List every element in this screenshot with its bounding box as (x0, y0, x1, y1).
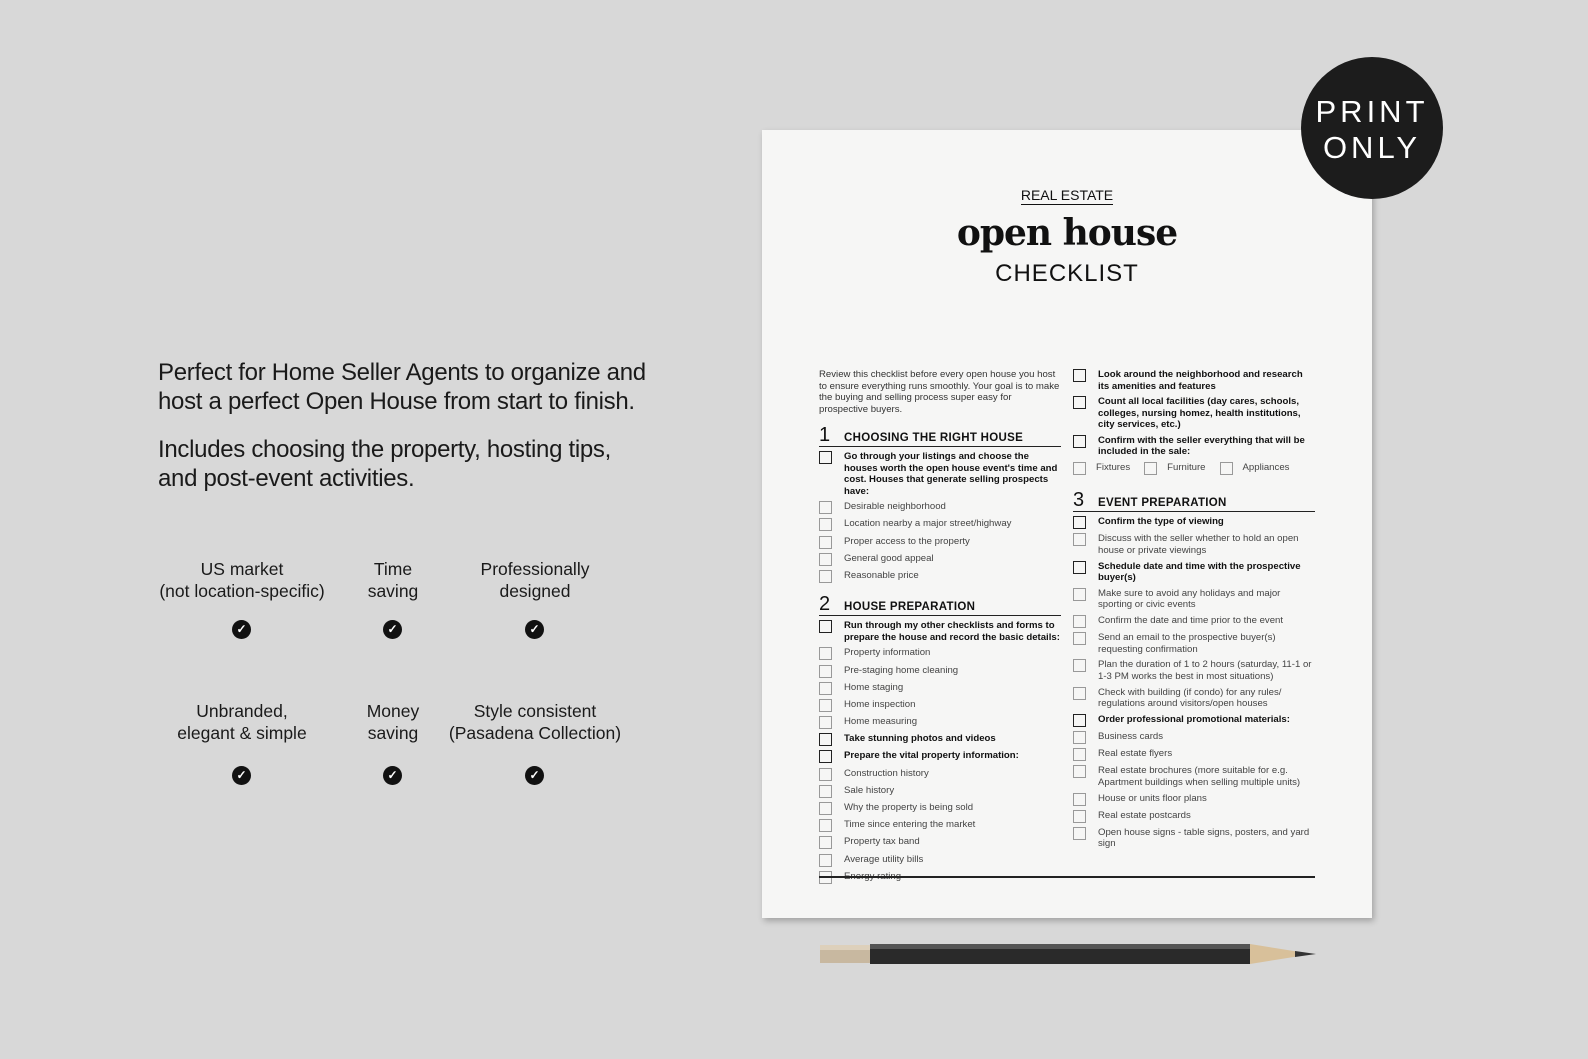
checklist-item[interactable] (1073, 748, 1315, 761)
checklist-item-label: Why the property is being sold (844, 802, 974, 813)
section-title: CHOOSING THE RIGHT HOUSE (844, 431, 1024, 444)
checkbox[interactable] (1073, 533, 1086, 546)
print-only-badge (1301, 57, 1443, 199)
checklist-page (762, 130, 1372, 918)
checklist-item[interactable] (1073, 588, 1315, 611)
checkbox[interactable] (1073, 748, 1086, 761)
checkbox[interactable] (819, 570, 832, 583)
checklist-item-label: Check with building (if condo) for any rules/ regulations around visitors/open houses (1098, 686, 1282, 710)
checklist-item[interactable] (819, 682, 1061, 695)
checklist-item-label: Sale history (844, 784, 895, 796)
checklist-item-label: Count all local facilities (day cares, schools, colleges, nursing homez, health institutions, city services, etc.) (1098, 396, 1301, 431)
checkbox[interactable] (819, 768, 832, 781)
checklist-item[interactable] (1073, 561, 1315, 584)
checkbox[interactable] (819, 716, 832, 729)
checklist-item-label: Home measuring (844, 716, 918, 728)
checklist-item-label: Time since entering the market (844, 819, 976, 831)
checkbox[interactable] (819, 501, 832, 514)
checklist-item-label: Discuss with the seller whether to hold an open house or private viewings (1098, 533, 1299, 556)
checklist-item[interactable] (819, 785, 1061, 798)
checklist-item-label: Property information (844, 647, 931, 659)
feature-label: US market (not location-specific) (159, 559, 325, 601)
feature-label: Unbranded, elegant & simple (177, 701, 307, 743)
checklist-item-label: Business cards (1098, 730, 1164, 742)
checklist-item-label: Real estate flyers (1098, 748, 1173, 760)
checklist-item-label: Plan the duration of 1 to 2 hours (saturday, 11-1 or 1-3 PM works the best in most situations) (1098, 659, 1312, 682)
checklist-item[interactable] (819, 750, 1061, 763)
section-header (819, 426, 1061, 447)
feature-label: Money saving (366, 701, 420, 743)
checkbox[interactable] (819, 518, 832, 531)
checklist-item[interactable] (819, 836, 1061, 849)
checklist-item[interactable] (1073, 533, 1315, 556)
checkbox[interactable] (1073, 731, 1086, 744)
section-title: HOUSE PREPARATION (844, 600, 976, 613)
doc-intro: Review this checklist before every open house you host to ensure everything runs smoothly. Your goal is to make the buying and selling process super easy for prospective buyers. (819, 369, 1060, 415)
bottom-rule (819, 876, 1315, 878)
checkbox[interactable] (1073, 632, 1086, 645)
checkbox[interactable] (819, 699, 832, 712)
checklist-item-label: Real estate brochures (more suitable for e.g. Apartment buildings when selling multiple units) (1098, 765, 1301, 788)
checklist-item[interactable] (819, 819, 1061, 832)
checklist-item-label: Real estate postcards (1098, 809, 1191, 821)
pencil-image (820, 942, 1316, 966)
checkbox[interactable] (819, 451, 832, 464)
section-number: 2 (819, 593, 831, 616)
checklist-item-label: Average utility bills (844, 853, 924, 865)
check-circle-icon: ✓ (525, 620, 544, 639)
checkbox[interactable] (1073, 714, 1086, 727)
checklist-item-label: Furniture (1167, 462, 1206, 474)
checklist-item-label: Run through my other checklists and forms to prepare the house and record the basic details: (844, 620, 1060, 643)
checklist-item-label: Go through your listings and choose the houses worth the open house event's time and cost. Houses that generate selling prospects have: (844, 451, 1058, 497)
doc-subtitle: CHECKLIST (995, 260, 1139, 287)
checkbox[interactable] (1073, 687, 1086, 700)
checklist-item-label: Appliances (1242, 462, 1290, 474)
checklist-item[interactable] (1073, 435, 1315, 458)
feature-label: Professionally designed (480, 559, 590, 601)
checkbox[interactable] (819, 836, 832, 849)
left-column (819, 369, 1061, 894)
checkbox[interactable] (819, 536, 832, 549)
checkbox[interactable] (819, 553, 832, 566)
checklist-item-label: Open house signs - table signs, posters, and yard sign (1098, 826, 1310, 850)
checklist-item[interactable] (1220, 462, 1290, 475)
checklist-item[interactable] (1073, 659, 1315, 682)
checklist-item-label: Look around the neighborhood and research its amenities and features (1098, 369, 1303, 392)
checkbox[interactable] (819, 620, 832, 633)
description-line: Perfect for Home Seller Agents to organize and host a perfect Open House from start to finish. (158, 359, 646, 415)
checkbox[interactable] (1073, 396, 1086, 409)
checklist-item-label: Energy rating (844, 870, 902, 882)
checkbox[interactable] (1073, 462, 1086, 475)
checkbox[interactable] (819, 733, 832, 746)
checklist-item-label: Confirm with the seller everything that will be included in the sale: (1098, 434, 1305, 458)
checkbox[interactable] (819, 665, 832, 678)
section-header (819, 595, 1061, 616)
checklist-item[interactable] (1073, 827, 1315, 850)
checkbox[interactable] (1073, 588, 1086, 601)
checklist-item[interactable] (819, 570, 1061, 583)
checkbox[interactable] (1144, 462, 1157, 475)
section-header (1073, 491, 1315, 512)
check-circle-icon: ✓ (383, 620, 402, 639)
included-items-row (1073, 462, 1315, 479)
section-title: EVENT PREPARATION (1098, 496, 1227, 509)
doc-title: open house (956, 212, 1178, 254)
checklist-item[interactable] (819, 768, 1061, 781)
check-circle-icon: ✓ (525, 766, 544, 785)
checklist-item[interactable] (1073, 810, 1315, 823)
checkbox[interactable] (1073, 810, 1086, 823)
checkbox[interactable] (819, 819, 832, 832)
checklist-item[interactable] (1073, 731, 1315, 744)
checklist-item[interactable] (1073, 793, 1315, 806)
checklist-item-label: Prepare the vital property information: (844, 750, 1019, 762)
checklist-item-label: Reasonable price (844, 569, 919, 581)
check-circle-icon: ✓ (383, 766, 402, 785)
checkbox[interactable] (1073, 369, 1086, 382)
checklist-item-label: Confirm the date and time prior to the event (1098, 615, 1284, 626)
checklist-item-label: Location nearby a major street/highway (844, 518, 1012, 530)
checklist-item[interactable] (819, 665, 1061, 678)
checklist-item[interactable] (1073, 765, 1315, 788)
checklist-item-label: Desirable neighborhood (844, 501, 946, 513)
checklist-item[interactable] (819, 620, 1061, 643)
checklist-item[interactable] (819, 802, 1061, 815)
checklist-item-label: Construction history (844, 767, 929, 779)
feature-label: Time saving (367, 559, 419, 601)
check-circle-icon: ✓ (232, 766, 251, 785)
checklist-item[interactable] (1073, 714, 1315, 727)
checkbox[interactable] (819, 682, 832, 695)
checklist-item-label: Home staging (844, 681, 904, 693)
checklist-item-label: Fixtures (1096, 462, 1131, 474)
checkbox[interactable] (1073, 516, 1086, 529)
checklist-item[interactable] (819, 647, 1061, 660)
checklist-item-label: Schedule date and time with the prospective buyer(s) (1098, 560, 1301, 584)
checklist-item[interactable] (819, 854, 1061, 867)
checklist-item[interactable] (1073, 516, 1315, 529)
feature-label: Style consistent (Pasadena Collection) (448, 701, 622, 743)
doc-kicker: REAL ESTATE (1020, 187, 1114, 203)
checkbox[interactable] (1073, 659, 1086, 672)
checklist-item-label: Send an email to the prospective buyer(s) requesting confirmation (1098, 632, 1276, 655)
checkbox[interactable] (819, 750, 832, 763)
checklist-item[interactable] (819, 553, 1061, 566)
check-circle-icon: ✓ (232, 620, 251, 639)
checkbox[interactable] (1073, 765, 1086, 778)
checklist-item[interactable] (819, 716, 1061, 729)
checkbox[interactable] (819, 802, 832, 815)
checkbox[interactable] (1073, 827, 1086, 840)
checkbox[interactable] (819, 647, 832, 660)
checklist-item[interactable] (819, 536, 1061, 549)
checkbox[interactable] (1073, 615, 1086, 628)
checklist-item[interactable] (1073, 462, 1130, 475)
badge-line: ONLY (1322, 130, 1422, 165)
checkbox[interactable] (1073, 561, 1086, 574)
checklist-item-label: General good appeal (844, 552, 934, 564)
checklist-item[interactable] (1073, 615, 1315, 628)
checklist-item[interactable] (1073, 687, 1315, 710)
section-number: 3 (1073, 489, 1085, 512)
checklist-item-label: Proper access to the property (844, 535, 970, 547)
checklist-item-label: Take stunning photos and videos (844, 733, 996, 745)
checkbox[interactable] (1220, 462, 1233, 475)
checklist-item[interactable] (819, 733, 1061, 746)
checklist-item-label: Home inspection (844, 698, 916, 710)
checkbox[interactable] (819, 785, 832, 798)
checklist-item-label: Property tax band (844, 836, 920, 848)
checklist-item-label: Pre-staging home cleaning (844, 664, 959, 676)
checklist-item[interactable] (1073, 369, 1315, 392)
checklist-item[interactable] (819, 501, 1061, 514)
checklist-item[interactable] (819, 451, 1061, 497)
checkbox[interactable] (1073, 793, 1086, 806)
checklist-item[interactable] (819, 699, 1061, 712)
checkbox[interactable] (819, 854, 832, 867)
checklist-item[interactable] (1144, 462, 1205, 475)
checkbox[interactable] (1073, 435, 1086, 448)
checklist-item-label: House or units floor plans (1098, 792, 1207, 804)
right-column (1073, 369, 1315, 860)
checklist-item-label: Confirm the type of viewing (1098, 516, 1224, 528)
section-number: 1 (819, 424, 831, 446)
checklist-item[interactable] (819, 518, 1061, 531)
description-line: Includes choosing the property, hosting tips, and post-event activities. (158, 436, 612, 492)
checklist-item[interactable] (1073, 632, 1315, 655)
checklist-item[interactable] (1073, 396, 1315, 431)
checklist-item-label: Make sure to avoid any holidays and major sporting or civic events (1098, 587, 1281, 611)
product-description (158, 358, 648, 512)
badge-line: PRINT (1315, 94, 1429, 129)
checklist-item-label: Order professional promotional materials: (1098, 713, 1290, 725)
